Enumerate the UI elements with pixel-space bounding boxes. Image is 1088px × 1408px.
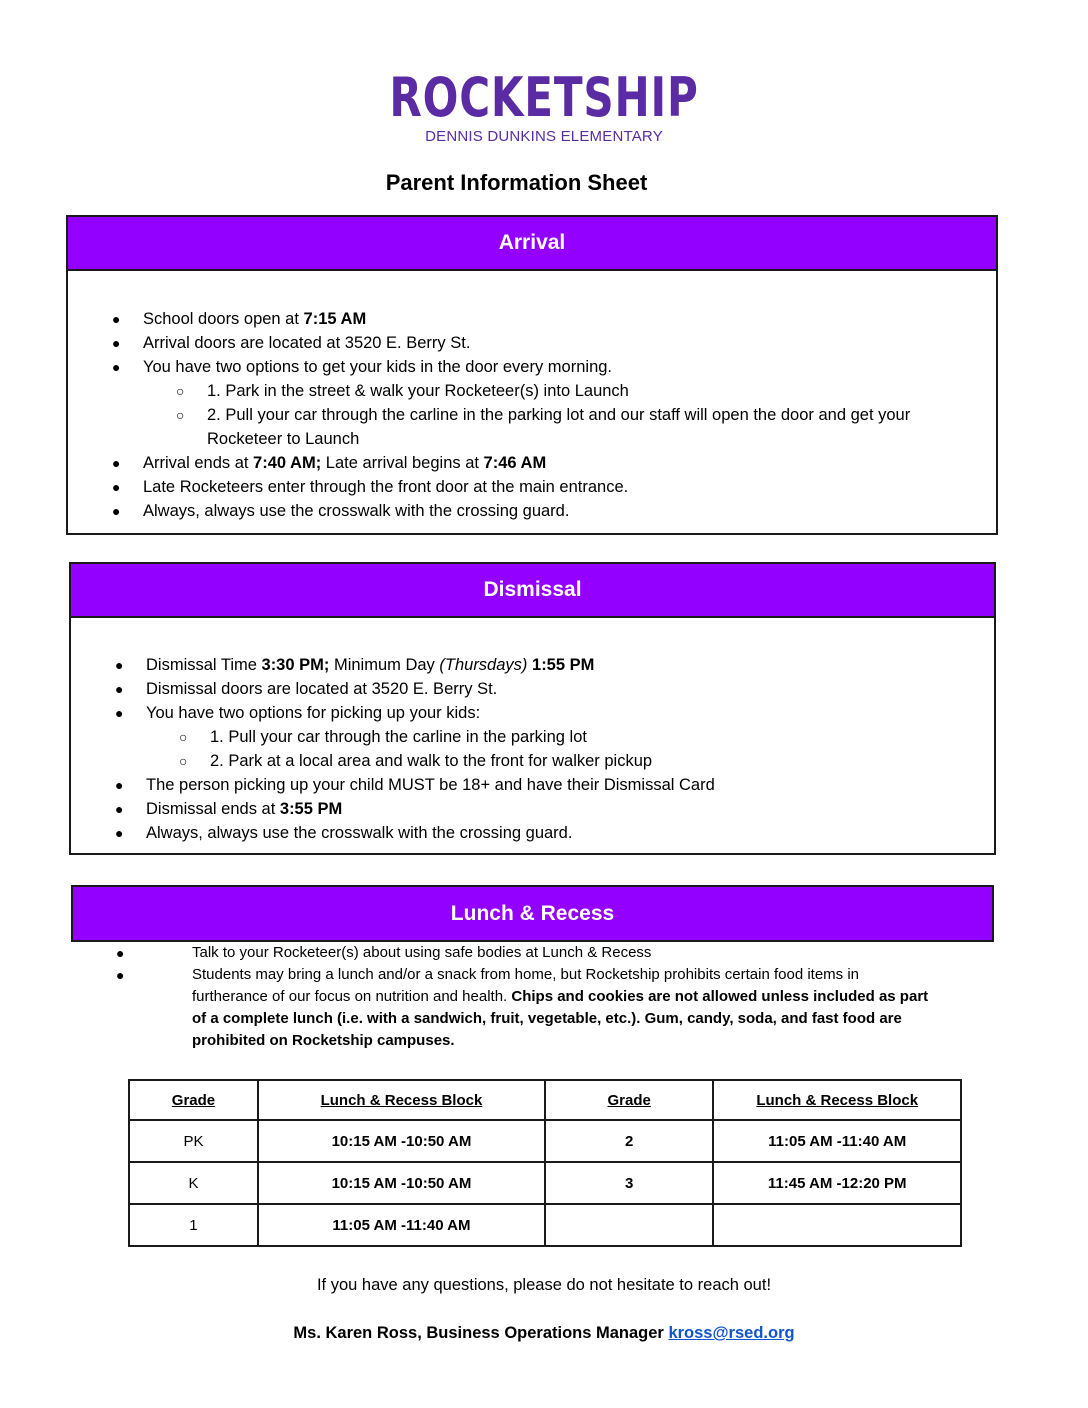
arrival-section xyxy=(66,215,998,535)
school-logo xyxy=(0,68,1088,145)
table-cell: 2 xyxy=(545,1120,713,1162)
text-run: Always, always use the crosswalk with the crossing guard. xyxy=(146,824,573,842)
table-cell: 3 xyxy=(545,1162,713,1204)
table-cell: 11:05 AM -11:40 AM xyxy=(258,1204,545,1246)
list-item xyxy=(0,964,1088,1052)
contact-email-link[interactable]: kross@rsed.org xyxy=(668,1324,795,1342)
text-run: You have two options for picking up your kids: xyxy=(146,704,481,722)
text-run: 3:55 PM xyxy=(279,800,343,818)
text-run: 3:30 PM; xyxy=(261,656,330,674)
text-run: Dismissal ends at xyxy=(146,800,280,818)
list-item xyxy=(71,701,994,725)
text-run: School doors open at xyxy=(143,310,304,328)
list-item xyxy=(68,355,996,379)
table-cell: 10:15 AM -10:50 AM xyxy=(258,1162,545,1204)
text-run: Chips and cookies are not allowed unless included as part of a complete lunch (i.e. with a sandwich, fruit, vegetable, etc.). Gum, candy, soda, and fast food are prohibited on Rocketship campuses. xyxy=(192,988,929,1049)
hollow-bullet-icon: ○ xyxy=(179,753,188,769)
lunch-list xyxy=(0,942,1088,1052)
text-run: Dismissal doors are located at 3520 E. Berry St. xyxy=(146,680,498,698)
bullet-icon: ● xyxy=(116,945,125,961)
text-run: Always, always use the crosswalk with the crossing guard. xyxy=(143,502,570,520)
column-header: Grade xyxy=(129,1080,258,1120)
text-run: You have two options to get your kids in the door every morning. xyxy=(143,358,613,376)
bullet-icon: ● xyxy=(115,681,124,697)
sub-list-item xyxy=(68,403,996,451)
text-run: Late arrival begins at xyxy=(321,454,484,472)
text-run: Arrival ends at xyxy=(143,454,254,472)
lunch-header: Lunch & Recess xyxy=(73,887,992,940)
bullet-icon: ● xyxy=(115,705,124,721)
arrival-list xyxy=(68,307,996,523)
list-item xyxy=(71,653,994,677)
table-row xyxy=(129,1204,961,1246)
bullet-icon: ● xyxy=(115,825,124,841)
table-cell: PK xyxy=(129,1120,258,1162)
table-row xyxy=(129,1120,961,1162)
column-header: Lunch & Recess Block xyxy=(713,1080,961,1120)
text-run: 2. Park at a local area and walk to the front for walker pickup xyxy=(210,752,653,770)
text-run: Minimum Day xyxy=(329,656,440,674)
text-run: Dismissal Time xyxy=(146,656,262,674)
bullet-icon: ● xyxy=(116,967,125,983)
bullet-icon: ● xyxy=(112,311,121,327)
sub-list-item xyxy=(71,725,994,749)
hollow-bullet-icon: ○ xyxy=(176,383,185,399)
lunch-section-header-box xyxy=(71,885,994,942)
page-title: Parent Information Sheet xyxy=(385,170,648,195)
dismissal-header: Dismissal xyxy=(71,564,994,618)
contact-line xyxy=(0,1324,1088,1343)
table-cell: 11:45 AM -12:20 PM xyxy=(713,1162,961,1204)
list-item xyxy=(0,942,1088,964)
bullet-icon: ● xyxy=(112,359,121,375)
text-run: 2. Pull your car through the carline in the parking lot and our staff will open the door and get your Rocketeer to Launch xyxy=(207,406,911,448)
table-cell xyxy=(713,1204,961,1246)
text-run: Arrival doors are located at 3520 E. Berry St. xyxy=(143,334,471,352)
list-item xyxy=(68,451,996,475)
list-item xyxy=(68,307,996,331)
bullet-icon: ● xyxy=(112,503,121,519)
text-run: 7:40 AM; xyxy=(253,454,322,472)
text-run: 7:46 AM xyxy=(483,454,547,472)
text-run: 7:15 AM xyxy=(303,310,367,328)
text-run: The person picking up your child MUST be 18+ and have their Dismissal Card xyxy=(146,776,715,794)
sub-list-item xyxy=(71,749,994,773)
text-run: Students may bring a lunch and/or a snack from home, but Rocketship prohibits certain food items in furtherance of our focus on nutrition and health. xyxy=(192,966,860,1005)
bullet-icon: ● xyxy=(112,335,121,351)
list-item xyxy=(68,499,996,523)
list-item xyxy=(71,797,994,821)
text-run: 1:55 PM xyxy=(532,656,595,674)
list-item xyxy=(68,331,996,355)
list-item xyxy=(71,821,994,845)
text-run: 1. Park in the street & walk your Rocketeer(s) into Launch xyxy=(207,382,629,400)
table-row xyxy=(129,1162,961,1204)
dismissal-list xyxy=(71,653,994,845)
questions-note: If you have any questions, please do not hesitate to reach out! xyxy=(316,1276,772,1294)
list-item xyxy=(71,677,994,701)
table-cell: 10:15 AM -10:50 AM xyxy=(258,1120,545,1162)
bullet-icon: ● xyxy=(115,657,124,673)
bullet-icon: ● xyxy=(112,479,121,495)
bullet-icon: ● xyxy=(112,455,121,471)
column-header: Grade xyxy=(545,1080,713,1120)
table-cell xyxy=(545,1204,713,1246)
arrival-header: Arrival xyxy=(68,217,996,271)
list-item xyxy=(68,475,996,499)
table-header-row xyxy=(129,1080,961,1120)
dismissal-section xyxy=(69,562,996,855)
column-header: Lunch & Recess Block xyxy=(258,1080,545,1120)
sub-list-item xyxy=(68,379,996,403)
contact-name: Ms. Karen Ross, Business Operations Manager xyxy=(293,1324,669,1342)
list-item xyxy=(71,773,994,797)
text-run: (Thursdays) xyxy=(439,656,528,674)
hollow-bullet-icon: ○ xyxy=(176,407,185,423)
table-cell: K xyxy=(129,1162,258,1204)
text-run: 1. Pull your car through the carline in the parking lot xyxy=(210,728,587,746)
bullet-icon: ● xyxy=(115,801,124,817)
bullet-icon: ● xyxy=(115,777,124,793)
logo-school-name: DENNIS DUNKINS ELEMENTARY xyxy=(425,128,663,145)
table-cell: 1 xyxy=(129,1204,258,1246)
hollow-bullet-icon: ○ xyxy=(179,729,188,745)
text-run: Late Rocketeers enter through the front door at the main entrance. xyxy=(143,478,629,496)
logo-wordmark: ROCKETSHIP xyxy=(389,66,699,129)
table-cell: 11:05 AM -11:40 AM xyxy=(713,1120,961,1162)
lunch-schedule-table xyxy=(128,1079,962,1247)
text-run: Talk to your Rocketeer(s) about using safe bodies at Lunch & Recess xyxy=(192,944,652,961)
